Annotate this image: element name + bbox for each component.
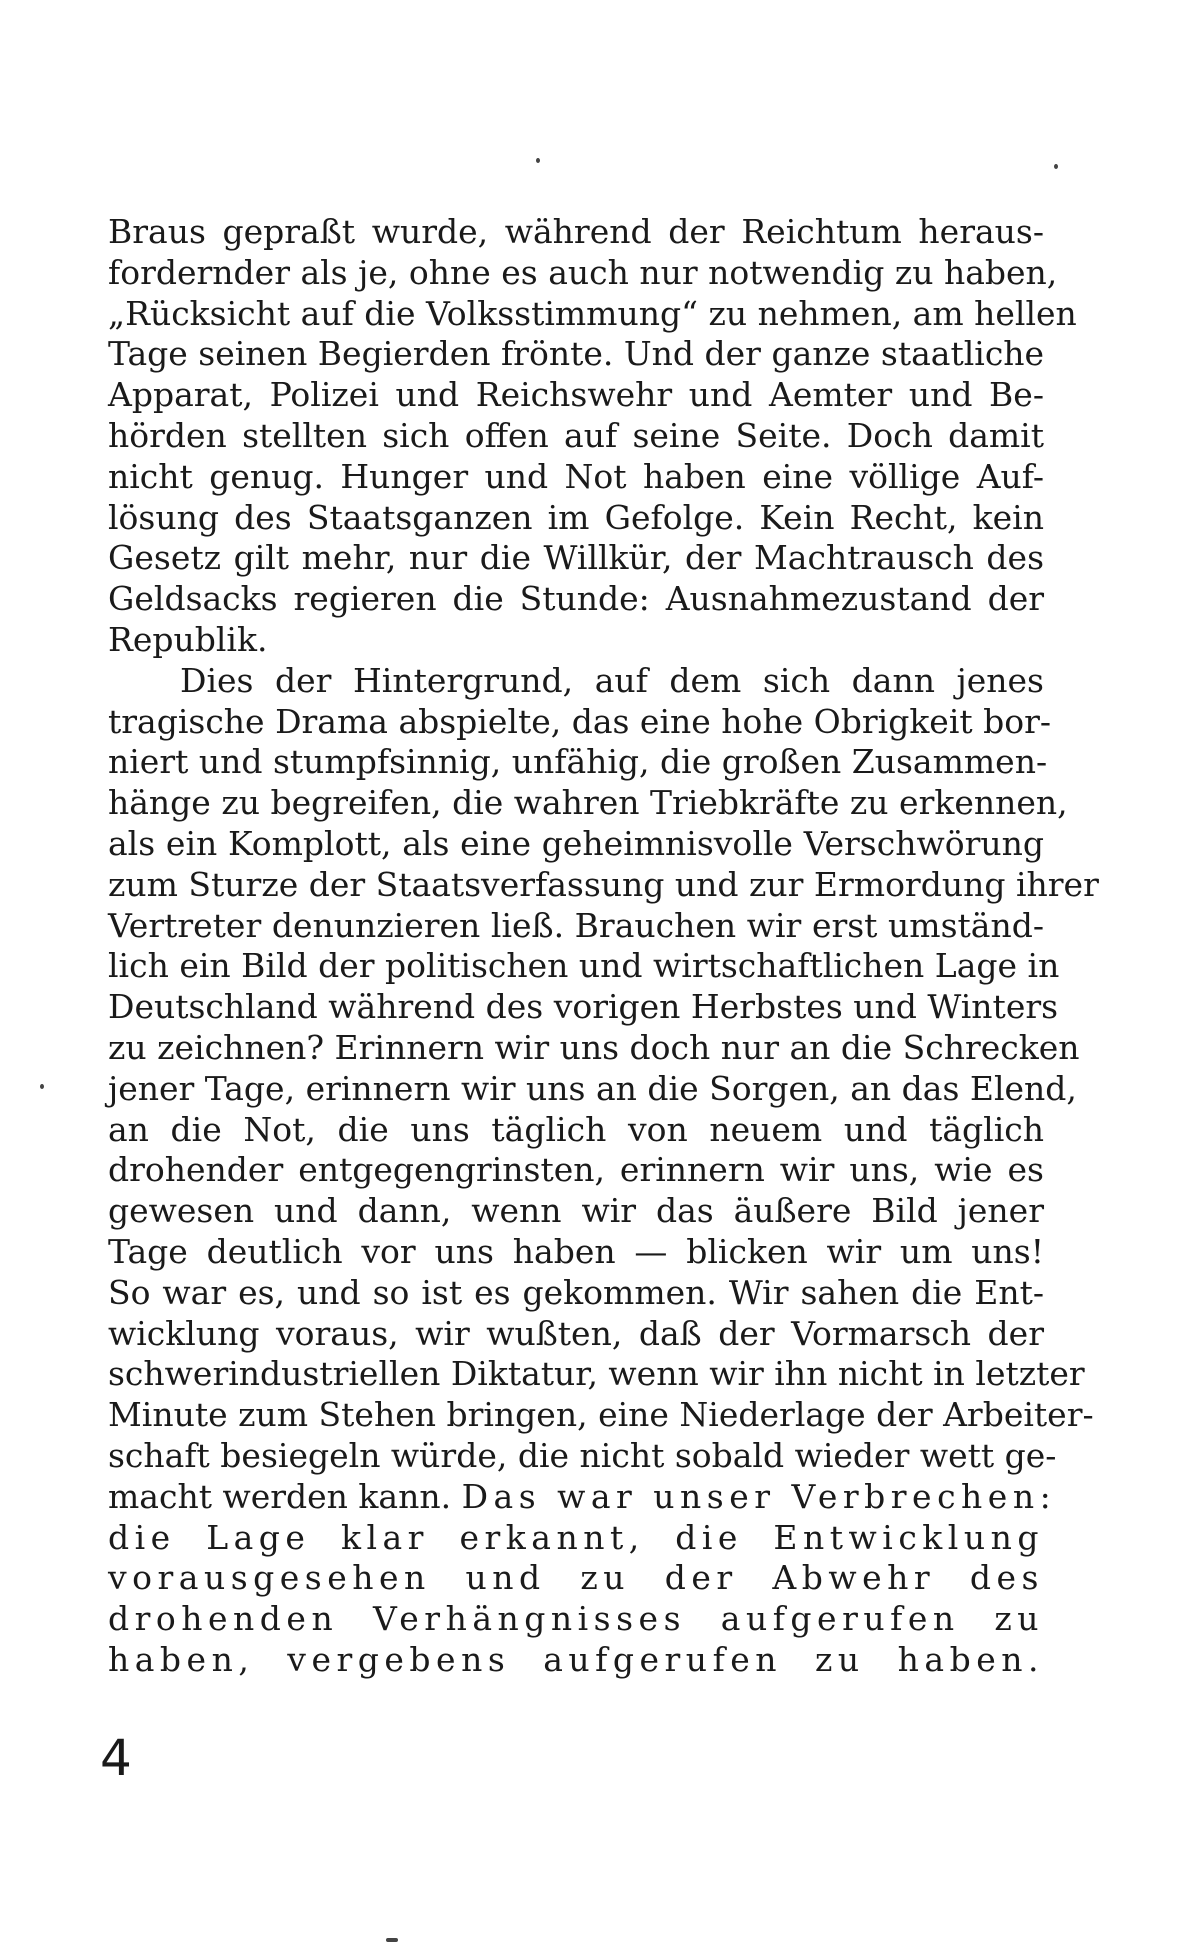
text-line: niert und stumpfsinnig, unfähig, die großen Zusammen- [108,742,1048,782]
text-line: Vertreter denunzieren ließ. Brauchen wir erst umständ- [108,905,1044,945]
emphasized-text: Das war unser Verbrechen: [461,1476,1057,1516]
text-line: Deutschland während des vorigen Herbstes und Winters [108,987,1059,1027]
text-line: So war es, und so ist es gekommen. Wir sahen die Ent- [108,1272,1044,1312]
text-line: hänge zu begreifen, die wahren Triebkräfte zu erkennen, [108,783,1068,823]
text-line: schaft besiegeln würde, die nicht sobald wieder wett ge- [108,1435,1057,1475]
text-line: drohender entgegengrinsten, erinnern wir uns, wie es [108,1150,1044,1190]
text-line: Gesetz gilt mehr, nur die Willkür, der Machtrausch des [108,538,1044,578]
text-line [108,1476,1057,1518]
text-line: Apparat, Polizei und Reichswehr und Aemter und Be- [108,375,1044,415]
emphasized-line: vorausgesehen und zu der Abwehr des [108,1558,1044,1598]
text-line: zu zeichnen? Erinnern wir uns doch nur an die Schrecken [108,1027,1080,1067]
text-line: Braus gepraßt wurde, während der Reichtum heraus- [108,212,1044,251]
text-line: Dies der Hintergrund, auf dem sich dann jenes [180,660,1044,700]
text-line: wicklung voraus, wir wußten, daß der Vormarsch der [108,1313,1044,1353]
print-speck [386,1938,398,1942]
text-line: als ein Komplott, als eine geheimnisvolle Verschwörung [108,823,1044,863]
print-speck [1054,164,1058,169]
text-line: an die Not, die uns täglich von neuem und täglich [108,1109,1044,1149]
text-line: Tage deutlich vor uns haben — blicken wir um uns! [108,1231,1044,1271]
text-line: jener Tage, erinnern wir uns an die Sorgen, an das Elend, [108,1068,1077,1108]
text-line: lösung des Staatsganzen im Gefolge. Kein Recht, kein [108,497,1044,537]
text-line: Republik. [108,619,268,659]
text-line: zum Sturze der Staatsverfassung und zur Ermordung ihrer [108,864,1099,904]
print-speck [40,1084,44,1089]
emphasized-line: die Lage klar erkannt, die Entwicklung [108,1517,1044,1557]
text-line: schwerindustriellen Diktatur, wenn wir ihn nicht in letzter [108,1354,1085,1394]
print-speck [536,158,540,163]
body-text [108,212,1099,1681]
text-line: lich ein Bild der politischen und wirtschaftlichen Lage in [108,946,1060,986]
text-line: Geldsacks regieren die Stunde: Ausnahmezustand der [108,579,1044,619]
text-line: „Rücksicht auf die Volksstimmung“ zu nehmen, am hellen [108,293,1077,333]
paragraph-1 [108,212,1077,661]
page-number: 4 [100,1729,132,1787]
text-line: Minute zum Stehen bringen, eine Niederlage der Arbeiter- [108,1395,1094,1435]
emphasized-line: drohenden Verhängnisses aufgerufen zu [108,1599,1044,1639]
text-line: gewesen und dann, wenn wir das äußere Bild jener [108,1191,1044,1231]
text-line: nicht genug. Hunger und Not haben eine völlige Auf- [108,456,1044,496]
paragraph-2 [108,660,1099,1681]
text-run: macht werden kann. [108,1476,462,1516]
text-line: hörden stellten sich offen auf seine Seite. Doch damit [108,415,1044,455]
emphasized-line: haben, vergebens aufgerufen zu haben. [108,1639,1044,1679]
text-line: tragische Drama abspielte, das eine hohe Obrigkeit bor- [108,701,1052,741]
text-line: fordernder als je, ohne es auch nur notwendig zu haben, [108,252,1058,292]
text-line: Tage seinen Begierden frönte. Und der ganze staatliche [108,334,1045,374]
